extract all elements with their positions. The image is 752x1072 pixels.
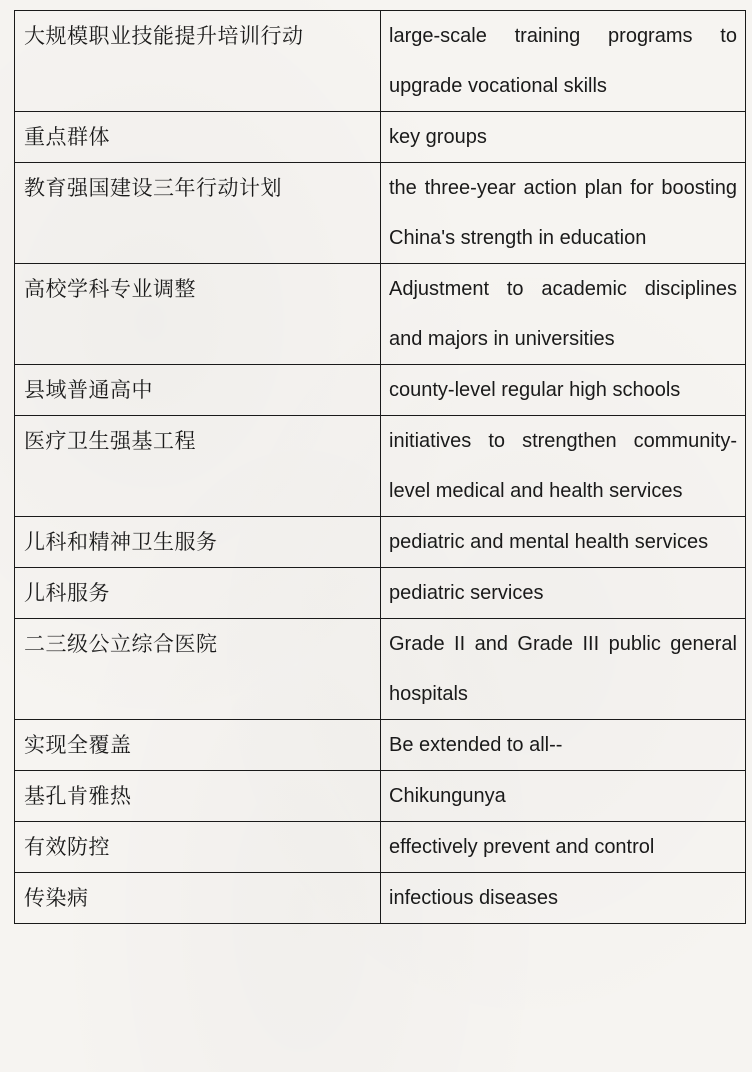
table-row xyxy=(15,822,746,873)
chinese-term: 教育强国建设三年行动计划 xyxy=(15,163,381,264)
english-translation: large-scale training programs to upgrade vocational skills xyxy=(381,11,746,112)
english-translation: effectively prevent and control xyxy=(381,822,746,873)
chinese-term: 儿科和精神卫生服务 xyxy=(15,517,381,568)
table-row xyxy=(15,619,746,720)
table-row xyxy=(15,365,746,416)
english-translation: pediatric services xyxy=(381,568,746,619)
chinese-term: 医疗卫生强基工程 xyxy=(15,416,381,517)
table-row xyxy=(15,112,746,163)
glossary-table xyxy=(14,10,746,924)
english-translation: county-level regular high schools xyxy=(381,365,746,416)
english-translation: the three-year action plan for boosting China's strength in education xyxy=(381,163,746,264)
table-row xyxy=(15,771,746,822)
english-translation: pediatric and mental health services xyxy=(381,517,746,568)
english-translation: Grade II and Grade III public general hospitals xyxy=(381,619,746,720)
english-translation: Be extended to all-- xyxy=(381,720,746,771)
table-row xyxy=(15,416,746,517)
chinese-term: 有效防控 xyxy=(15,822,381,873)
english-translation: Chikungunya xyxy=(381,771,746,822)
chinese-term: 高校学科专业调整 xyxy=(15,264,381,365)
chinese-term: 传染病 xyxy=(15,873,381,924)
table-row xyxy=(15,517,746,568)
chinese-term: 二三级公立综合医院 xyxy=(15,619,381,720)
chinese-term: 重点群体 xyxy=(15,112,381,163)
english-translation: infectious diseases xyxy=(381,873,746,924)
table-row xyxy=(15,163,746,264)
chinese-term: 大规模职业技能提升培训行动 xyxy=(15,11,381,112)
english-translation: Adjustment to academic disciplines and majors in universities xyxy=(381,264,746,365)
table-row xyxy=(15,11,746,112)
table-row xyxy=(15,720,746,771)
table-row xyxy=(15,568,746,619)
chinese-term: 儿科服务 xyxy=(15,568,381,619)
english-translation: key groups xyxy=(381,112,746,163)
chinese-term: 实现全覆盖 xyxy=(15,720,381,771)
table-row xyxy=(15,873,746,924)
chinese-term: 县域普通高中 xyxy=(15,365,381,416)
chinese-term: 基孔肯雅热 xyxy=(15,771,381,822)
table-row xyxy=(15,264,746,365)
english-translation: initiatives to strengthen community-level medical and health services xyxy=(381,416,746,517)
